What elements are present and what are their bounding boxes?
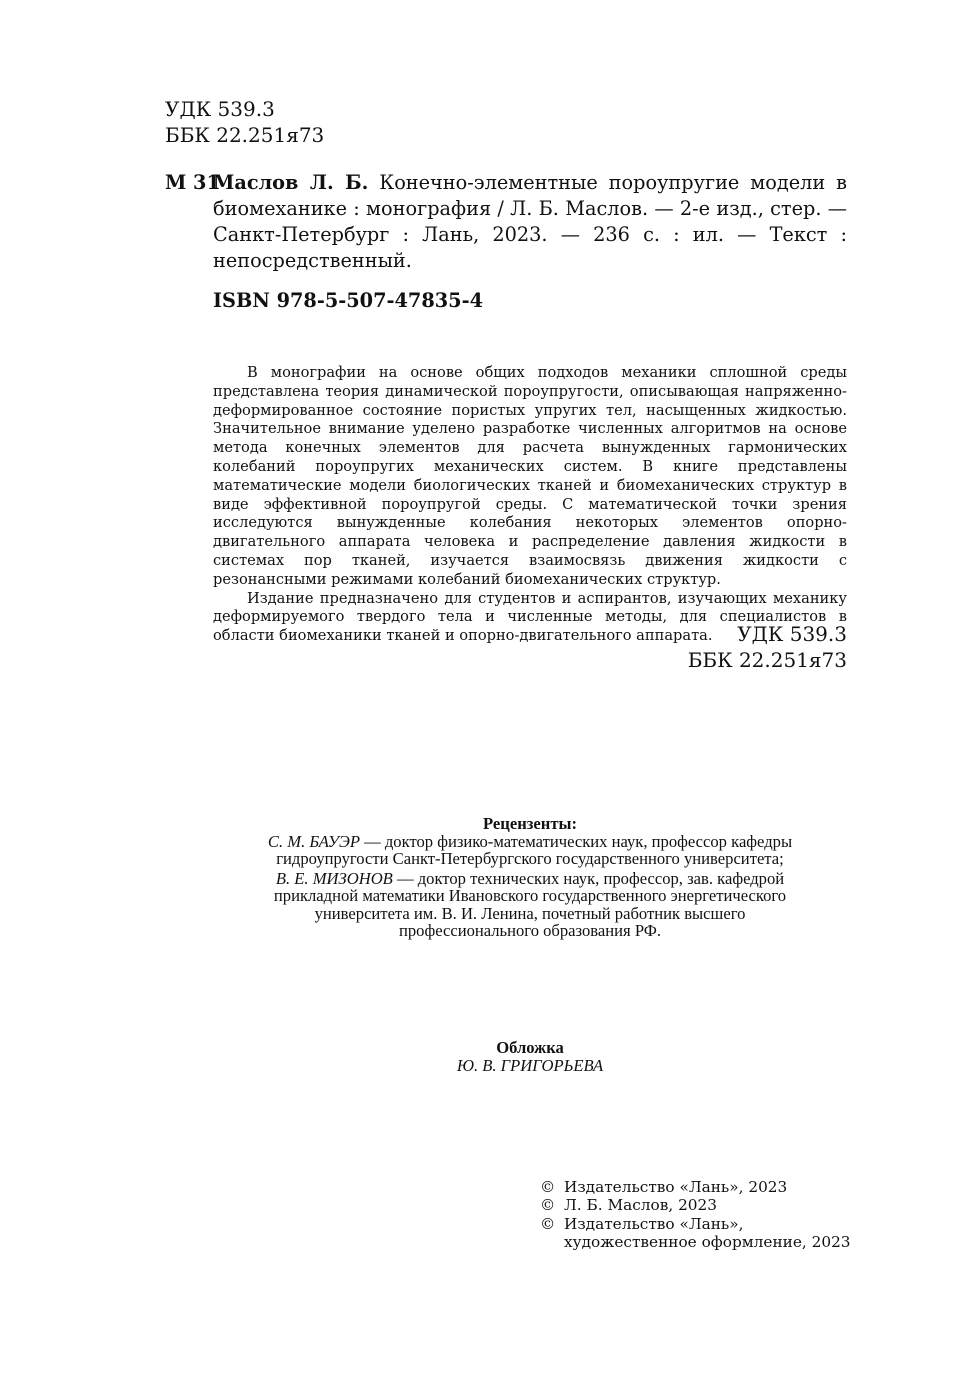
reviewer-text: университета им. В. И. Ленина, почетный работник высшего bbox=[314, 903, 746, 923]
copyright-text: Издательство «Лань», 2023 bbox=[564, 1178, 788, 1196]
copyright-line bbox=[540, 1178, 851, 1196]
reviewer-text: — доктор технических наук, профессор, зав. кафедрой bbox=[392, 868, 785, 888]
copyright-text: Л. Б. Маслов, 2023 bbox=[564, 1196, 717, 1215]
cover-credit bbox=[213, 1039, 847, 1075]
reviewer-entry bbox=[213, 870, 847, 888]
reviewers-heading: Рецензенты: bbox=[483, 814, 577, 833]
copyright-line bbox=[540, 1215, 851, 1233]
udk-code: УДК 539.3 bbox=[737, 622, 847, 646]
abstract bbox=[213, 364, 847, 646]
classification-block-top bbox=[165, 96, 324, 148]
author-name: Маслов Л. Б. bbox=[213, 171, 369, 194]
udk-code: УДК 539.3 bbox=[165, 97, 275, 121]
copyright-text: Издательство «Лань», bbox=[564, 1214, 744, 1233]
reviewer-text: гидроупругости Санкт-Петербургского государственного университета; bbox=[276, 849, 784, 868]
isbn: ISBN 978-5-507-47835-4 bbox=[213, 289, 483, 312]
abstract-paragraph: Издание предназначено для студентов и аспирантов, изучающих механику деформируемого твердого тела и численные методы, для специалистов в области биомеханики тканей и опорно-двигательного аппарата. bbox=[213, 589, 847, 645]
copyright-icon: © bbox=[540, 1178, 556, 1196]
cover-heading: Обложка bbox=[496, 1038, 564, 1057]
cover-designer: Ю. В. ГРИГОРЬЕВА bbox=[456, 1056, 604, 1075]
reviewer-text: профессионального образования РФ. bbox=[398, 921, 662, 940]
bibliographic-entry bbox=[165, 170, 847, 274]
bbk-code: ББК 22.251я73 bbox=[165, 123, 325, 147]
reviewer-entry bbox=[213, 833, 847, 851]
reviewer-name: С. М. БАУЭР bbox=[267, 831, 360, 851]
classification-block-bottom bbox=[600, 621, 847, 673]
copyright-block bbox=[540, 1178, 851, 1252]
copyright-text: художественное оформление, 2023 bbox=[564, 1233, 851, 1252]
abstract-paragraph: В монографии на основе общих подходов механики сплошной среды представлена теория динамической пороупругости, описывающая напряженно-деформированное состояние пористых упругих тел, насыщенных жидкостью. Значительное внимание уделено разработке численных алгоритмов на основе метода конечных элементов для расчета вынужденных гармонических колебаний пороупругих механических систем. В книге представлены математические модели биологических тканей и биомеханических структур в виде эффективной пороупругой среды. С математической точки зрения исследуются вынужденные колебания некоторых элементов опорно-двигательного аппарата человека и распределение давления жидкости в системах пор тканей, изучается взаимосвязь движения жидкости с резонансными режимами колебаний биомеханических структур. bbox=[213, 364, 847, 588]
bbk-code: ББК 22.251я73 bbox=[687, 648, 847, 672]
copyright-line bbox=[540, 1196, 851, 1214]
copyright-icon: © bbox=[540, 1214, 556, 1233]
reviewer-text: прикладной математики Ивановского государственного энергетического bbox=[273, 886, 787, 905]
copyright-icon: © bbox=[540, 1196, 556, 1215]
reviewers-block bbox=[213, 815, 847, 940]
reviewer-name: В. Е. МИЗОНОВ bbox=[275, 868, 393, 888]
entry-description: Конечно-элементные пороупругие модели в биомеханике : монография / Л. Б. Маслов. — 2-е изд., стер. — Санкт-Петербург : Лань, 2023. — 236 с. : ил. — Текст : непосредственный. bbox=[213, 171, 847, 272]
entry-body bbox=[213, 170, 847, 274]
reviewer-text: — доктор физико-математических наук, профессор кафедры bbox=[359, 831, 793, 851]
author-code: М 31 bbox=[165, 171, 220, 194]
